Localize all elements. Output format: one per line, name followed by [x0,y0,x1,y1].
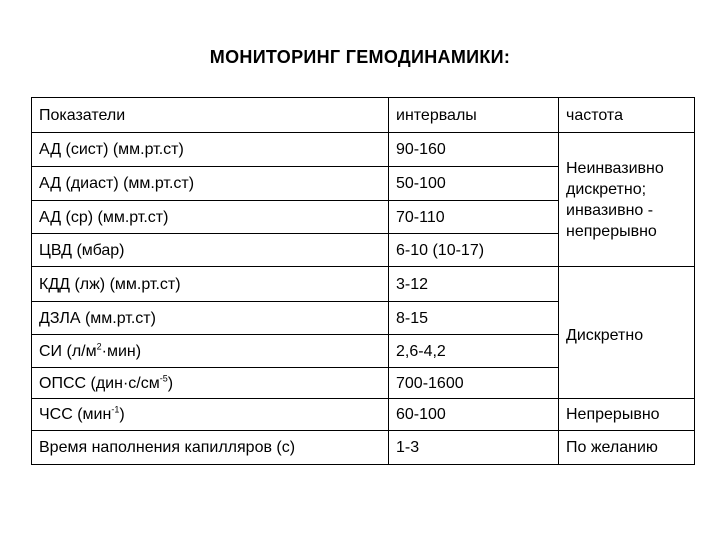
table-row [32,399,695,431]
frequency-text: Дискретно [566,327,644,344]
interval-cell: 8-15 [389,302,559,335]
header-intervals: интервалы [389,98,559,133]
parameter-cell: ОПСС $(дин\cdot с/см^{-5})$ [32,368,389,399]
interval-cell: 3-12 [389,267,559,302]
parameter-cell: АД (сист) (мм.рт.ст) [32,133,389,167]
parameter-cell: Время наполнения капилляров (с) [32,431,389,465]
interval-cell: 6-10 (10-17) [389,234,559,267]
table-row [32,133,695,167]
parameter-cell: АД (ср) (мм.рт.ст) [32,201,389,234]
interval-cell: 90-160 [389,133,559,167]
table-row [32,267,695,302]
parameter-cell: ЦВД (мбар) [32,234,389,267]
table-header-row [32,98,695,133]
frequency-cell-invasive [559,133,695,267]
parameter-cell: ДЗЛА (мм.рт.ст) [32,302,389,335]
hemodynamics-table [31,97,695,465]
parameter-cell: АД (диаст) (мм.рт.ст) [32,167,389,201]
interval-cell: 60-100 [389,399,559,431]
interval-cell: 2,6-4,2 [389,335,559,368]
parameter-cell: ЧСС (мин$^{-1}$) [32,399,389,431]
parameter-cell: СИ $(л/м^2\cdot мин)$ [32,335,389,368]
header-parameters: Показатели [32,98,389,133]
interval-cell: 700-1600 [389,368,559,399]
header-frequency: частота [559,98,695,133]
frequency-cell-continuous: Непрерывно [559,399,695,431]
frequency-cell-discrete [559,267,695,399]
frequency-cell-on-demand: По желанию [559,431,695,465]
table-row [32,431,695,465]
interval-cell: 70-110 [389,201,559,234]
parameter-cell: КДД (лж) (мм.рт.ст) [32,267,389,302]
interval-cell: 1-3 [389,431,559,465]
frequency-text: Неинвазивно дискретно; инвазивно - непрерывно [566,159,664,240]
page-title: МОНИТОРИНГ ГЕМОДИНАМИКИ: [209,47,511,67]
interval-cell: 50-100 [389,167,559,201]
